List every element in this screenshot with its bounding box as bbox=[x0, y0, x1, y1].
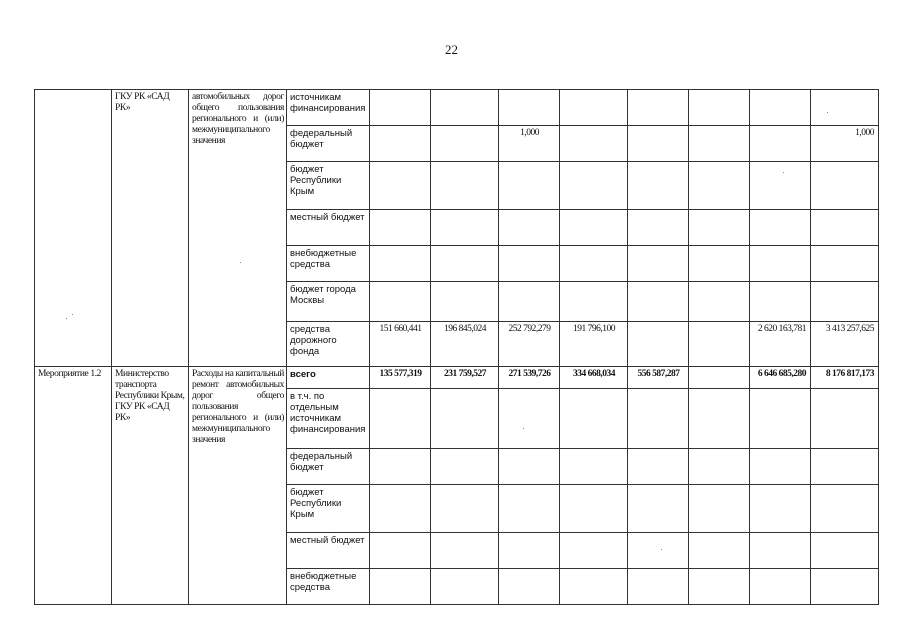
value-cell bbox=[370, 162, 431, 210]
value-cell: 334 668,034 bbox=[560, 367, 628, 389]
funding-source-cell: местный бюджет bbox=[287, 210, 370, 246]
value-cell bbox=[370, 389, 431, 449]
value-cell: 2 620 163,781 bbox=[750, 322, 811, 367]
value-cell bbox=[750, 210, 811, 246]
value-cell bbox=[431, 569, 499, 605]
funding-source-cell: бюджет Республики Крым bbox=[287, 162, 370, 210]
value-cell bbox=[370, 533, 431, 569]
value-cell bbox=[750, 389, 811, 449]
value-cell bbox=[499, 389, 560, 449]
value-cell bbox=[499, 449, 560, 485]
executor-cell: ГКУ РК «САД РК» bbox=[112, 90, 189, 367]
value-cell bbox=[560, 449, 628, 485]
value-cell bbox=[431, 533, 499, 569]
value-cell bbox=[431, 389, 499, 449]
description-cell: Расходы на капитальный ремонт автомобильных дорог общего пользования регионального и (или) межмуниципального значения bbox=[189, 367, 287, 605]
funding-source-cell: бюджет Республики Крым bbox=[287, 485, 370, 533]
value-cell bbox=[628, 246, 689, 282]
value-cell bbox=[750, 126, 811, 162]
value-cell bbox=[811, 389, 879, 449]
value-cell bbox=[499, 162, 560, 210]
table-row bbox=[35, 90, 879, 126]
value-cell bbox=[560, 162, 628, 210]
measure-cell bbox=[35, 90, 112, 367]
scan-speck bbox=[66, 318, 67, 319]
value-cell: 151 660,441 bbox=[370, 322, 431, 367]
executor-cell: Министерство транспорта Республики Крым, ГКУ РК «САД РК» bbox=[112, 367, 189, 605]
value-cell bbox=[811, 485, 879, 533]
value-cell bbox=[431, 90, 499, 126]
value-cell bbox=[431, 210, 499, 246]
value-cell bbox=[370, 210, 431, 246]
value-cell bbox=[628, 449, 689, 485]
value-cell bbox=[689, 533, 750, 569]
funding-source-cell: всего bbox=[287, 367, 370, 389]
value-cell bbox=[628, 569, 689, 605]
value-cell bbox=[560, 389, 628, 449]
value-cell bbox=[750, 162, 811, 210]
value-cell bbox=[499, 569, 560, 605]
value-cell bbox=[499, 90, 560, 126]
value-cell bbox=[431, 485, 499, 533]
value-cell: 252 792,279 bbox=[499, 322, 560, 367]
value-cell: 231 759,527 bbox=[431, 367, 499, 389]
value-cell bbox=[628, 210, 689, 246]
page-number: 22 bbox=[445, 42, 458, 57]
scan-speck bbox=[783, 172, 784, 173]
value-cell bbox=[628, 90, 689, 126]
funding-source-cell: источникам финансирования bbox=[287, 90, 370, 126]
scan-speck bbox=[72, 314, 73, 315]
value-cell bbox=[689, 449, 750, 485]
value-cell bbox=[499, 533, 560, 569]
funding-source-cell: федеральный бюджет bbox=[287, 449, 370, 485]
value-cell bbox=[431, 282, 499, 322]
funding-source-cell: в т.ч. по отдельным источникам финансирования bbox=[287, 389, 370, 449]
value-cell bbox=[689, 569, 750, 605]
value-cell: 271 539,726 bbox=[499, 367, 560, 389]
value-cell bbox=[750, 533, 811, 569]
value-cell bbox=[811, 569, 879, 605]
value-cell: 135 577,319 bbox=[370, 367, 431, 389]
value-cell bbox=[560, 90, 628, 126]
value-cell bbox=[811, 449, 879, 485]
funding-source-cell: средства дорожного фонда bbox=[287, 322, 370, 367]
value-cell bbox=[370, 126, 431, 162]
value-cell bbox=[689, 210, 750, 246]
scan-speck bbox=[240, 262, 241, 263]
value-cell bbox=[628, 126, 689, 162]
value-cell bbox=[628, 282, 689, 322]
scan-speck bbox=[827, 112, 828, 113]
value-cell bbox=[370, 246, 431, 282]
value-cell bbox=[750, 569, 811, 605]
value-cell bbox=[689, 162, 750, 210]
table-row bbox=[35, 367, 879, 389]
value-cell bbox=[750, 485, 811, 533]
value-cell bbox=[689, 389, 750, 449]
value-cell bbox=[431, 162, 499, 210]
value-cell bbox=[560, 126, 628, 162]
value-cell bbox=[628, 322, 689, 367]
value-cell bbox=[370, 282, 431, 322]
value-cell: 8 176 817,173 bbox=[811, 367, 879, 389]
value-cell bbox=[560, 569, 628, 605]
value-cell bbox=[370, 449, 431, 485]
value-cell bbox=[628, 485, 689, 533]
value-cell bbox=[689, 485, 750, 533]
value-cell bbox=[689, 282, 750, 322]
value-cell: 556 587,287 bbox=[628, 367, 689, 389]
value-cell bbox=[628, 162, 689, 210]
value-cell bbox=[431, 246, 499, 282]
value-cell bbox=[689, 246, 750, 282]
value-cell bbox=[689, 367, 750, 389]
value-cell bbox=[628, 389, 689, 449]
value-cell bbox=[431, 449, 499, 485]
scan-speck bbox=[523, 428, 524, 429]
value-cell bbox=[689, 126, 750, 162]
value-cell bbox=[560, 533, 628, 569]
measure-cell: Мероприятие 1.2 bbox=[35, 367, 112, 605]
scan-speck bbox=[661, 549, 662, 550]
value-cell: 1,000 bbox=[811, 126, 879, 162]
funding-source-cell: федеральный бюджет bbox=[287, 126, 370, 162]
value-cell bbox=[750, 90, 811, 126]
value-cell bbox=[499, 485, 560, 533]
funding-source-cell: бюджет города Москвы bbox=[287, 282, 370, 322]
value-cell bbox=[370, 485, 431, 533]
value-cell bbox=[499, 210, 560, 246]
value-cell bbox=[750, 246, 811, 282]
value-cell bbox=[628, 533, 689, 569]
value-cell bbox=[560, 282, 628, 322]
value-cell bbox=[560, 246, 628, 282]
value-cell: 196 845,024 bbox=[431, 322, 499, 367]
value-cell bbox=[689, 322, 750, 367]
value-cell bbox=[431, 126, 499, 162]
value-cell bbox=[811, 90, 879, 126]
value-cell bbox=[750, 282, 811, 322]
funding-source-cell: внебюджетные средства bbox=[287, 569, 370, 605]
value-cell: 191 796,100 bbox=[560, 322, 628, 367]
value-cell bbox=[499, 282, 560, 322]
value-cell: 3 413 257,625 bbox=[811, 322, 879, 367]
funding-source-cell: внебюджетные средства bbox=[287, 246, 370, 282]
value-cell bbox=[689, 90, 750, 126]
value-cell bbox=[560, 210, 628, 246]
budget-table bbox=[34, 89, 879, 605]
value-cell bbox=[370, 569, 431, 605]
value-cell bbox=[560, 485, 628, 533]
funding-source-cell: местный бюджет bbox=[287, 533, 370, 569]
description-cell: автомобильных дорог общего пользования регионального и (или) межмуниципального значения bbox=[189, 90, 287, 367]
value-cell bbox=[499, 246, 560, 282]
value-cell: 6 646 685,280 bbox=[750, 367, 811, 389]
value-cell: 1,000 bbox=[499, 126, 560, 162]
value-cell bbox=[811, 162, 879, 210]
value-cell bbox=[811, 533, 879, 569]
value-cell bbox=[370, 90, 431, 126]
value-cell bbox=[750, 449, 811, 485]
value-cell bbox=[811, 210, 879, 246]
value-cell bbox=[811, 246, 879, 282]
value-cell bbox=[811, 282, 879, 322]
